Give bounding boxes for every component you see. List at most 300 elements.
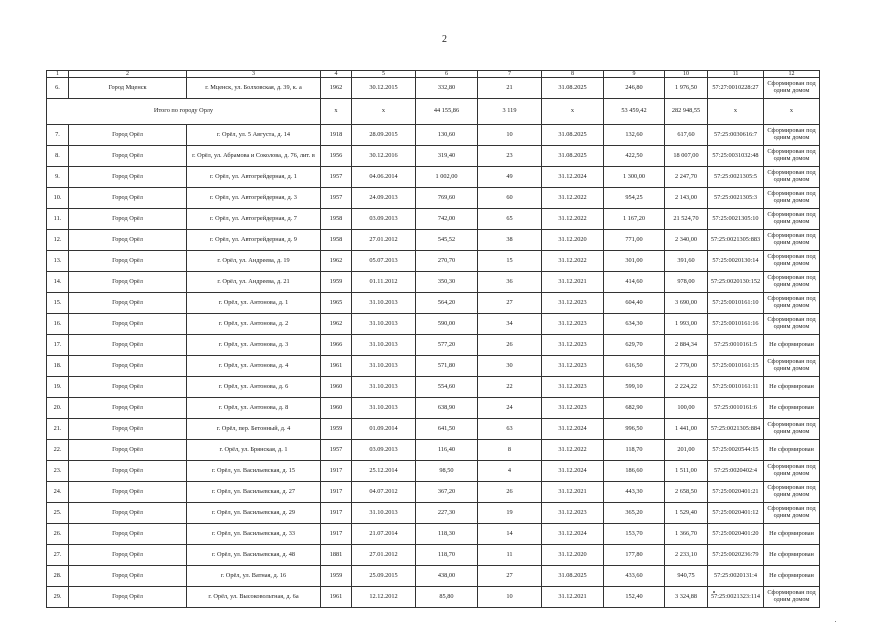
residents-cell: 14 (478, 524, 542, 545)
recognition-date-cell: 27.01.2012 (352, 545, 416, 566)
column-number-cell: 12 (764, 71, 820, 78)
residents-cell: 30 (478, 356, 542, 377)
municipality-cell: Город Орёл (69, 209, 187, 230)
resettlement-date-cell: 31.12.2023 (542, 314, 604, 335)
recognition-date-cell: 31.10.2013 (352, 335, 416, 356)
land-area-cell: 1 511,00 (665, 461, 708, 482)
cadastral-number-cell: 57:25:0021323:114 (708, 587, 764, 608)
resettlement-date-cell: 31.12.2024 (542, 461, 604, 482)
land-area-cell: 3 324,88 (665, 587, 708, 608)
total-value-cell: x (321, 99, 352, 125)
total-area-cell: 634,30 (604, 314, 665, 335)
municipality-cell: Город Орёл (69, 251, 187, 272)
build-year-cell: 1957 (321, 440, 352, 461)
land-area-cell: 391,60 (665, 251, 708, 272)
address-cell: г. Орёл, ул. Автогрейдерная, д. 7 (187, 209, 321, 230)
row-number-cell: 14. (47, 272, 69, 293)
column-number-cell: 10 (665, 71, 708, 78)
land-status-cell: Сформирован под одним домом (764, 209, 820, 230)
residents-cell: 26 (478, 482, 542, 503)
area-cell: 1 002,00 (416, 167, 478, 188)
table-row (47, 566, 820, 587)
municipality-cell: Город Орёл (69, 587, 187, 608)
resettlement-date-cell: 31.12.2023 (542, 398, 604, 419)
land-area-cell: 3 690,00 (665, 293, 708, 314)
area-cell: 641,50 (416, 419, 478, 440)
row-number-cell: 26. (47, 524, 69, 545)
land-status-cell: Не сформирован (764, 524, 820, 545)
area-cell: 577,20 (416, 335, 478, 356)
resettlement-date-cell: 31.12.2023 (542, 503, 604, 524)
municipality-cell: Город Орёл (69, 356, 187, 377)
build-year-cell: 1960 (321, 377, 352, 398)
land-area-cell: 1 366,70 (665, 524, 708, 545)
total-area-cell: 422,50 (604, 146, 665, 167)
residents-cell: 63 (478, 419, 542, 440)
municipality-cell: Город Орёл (69, 419, 187, 440)
row-number-cell: 25. (47, 503, 69, 524)
land-status-cell: Сформирован под одним домом (764, 251, 820, 272)
cadastral-number-cell: 57:25:0021305:3 (708, 188, 764, 209)
cadastral-number-cell: 57:25:0031032:48 (708, 146, 764, 167)
land-status-cell: Сформирован под одним домом (764, 272, 820, 293)
land-area-cell: 2 143,00 (665, 188, 708, 209)
area-cell: 130,60 (416, 125, 478, 146)
table-row (47, 482, 820, 503)
address-cell: г. Орёл, ул. Андреева, д. 21 (187, 272, 321, 293)
row-number-cell: 12. (47, 230, 69, 251)
total-value-cell: x (542, 99, 604, 125)
residents-cell: 60 (478, 188, 542, 209)
table-row (47, 230, 820, 251)
residents-cell: 8 (478, 440, 542, 461)
build-year-cell: 1957 (321, 167, 352, 188)
recognition-date-cell: 04.06.2014 (352, 167, 416, 188)
table-row (47, 461, 820, 482)
recognition-date-cell: 24.09.2013 (352, 188, 416, 209)
recognition-date-cell: 30.12.2015 (352, 78, 416, 99)
cadastral-number-cell: 57:25:0010161:10 (708, 293, 764, 314)
table-row (47, 251, 820, 272)
column-number-cell: 8 (542, 71, 604, 78)
land-status-cell: Сформирован под одним домом (764, 146, 820, 167)
total-area-cell: 996,50 (604, 419, 665, 440)
address-cell: г. Орёл, ул. Васильевская, д. 27 (187, 482, 321, 503)
total-area-cell: 186,60 (604, 461, 665, 482)
address-cell: г. Орёл, ул. Антонова, д. 8 (187, 398, 321, 419)
build-year-cell: 1957 (321, 188, 352, 209)
land-area-cell: 978,00 (665, 272, 708, 293)
cadastral-number-cell: 57:25:0020544:15 (708, 440, 764, 461)
residents-cell: 15 (478, 251, 542, 272)
row-number-cell: 16. (47, 314, 69, 335)
residents-cell: 19 (478, 503, 542, 524)
resettlement-date-cell: 31.12.2023 (542, 356, 604, 377)
residents-cell: 65 (478, 209, 542, 230)
municipality-cell: Город Орёл (69, 125, 187, 146)
area-cell: 332,80 (416, 78, 478, 99)
row-number-cell: 23. (47, 461, 69, 482)
resettlement-date-cell: 31.12.2023 (542, 335, 604, 356)
total-area-cell: 414,60 (604, 272, 665, 293)
residents-cell: 27 (478, 566, 542, 587)
build-year-cell: 1961 (321, 356, 352, 377)
land-status-cell: Сформирован под одним домом (764, 482, 820, 503)
total-area-cell: 118,70 (604, 440, 665, 461)
land-area-cell: 100,00 (665, 398, 708, 419)
address-cell: г. Орёл, ул. Андреева, д. 19 (187, 251, 321, 272)
table-row (47, 335, 820, 356)
table-row (47, 545, 820, 566)
address-cell: г. Орёл, ул. Высоковольтная, д. 6а (187, 587, 321, 608)
resettlement-date-cell: 31.12.2023 (542, 293, 604, 314)
cadastral-number-cell: 57:25:0030616:7 (708, 125, 764, 146)
table-row (47, 587, 820, 608)
total-area-cell: 629,70 (604, 335, 665, 356)
cadastral-number-cell: 57:25:0021305:10 (708, 209, 764, 230)
total-area-cell: 954,25 (604, 188, 665, 209)
area-cell: 769,60 (416, 188, 478, 209)
address-cell: г. Орёл, пер. Бетонный, д. 4 (187, 419, 321, 440)
area-cell: 270,70 (416, 251, 478, 272)
total-value-cell: x (352, 99, 416, 125)
build-year-cell: 1959 (321, 566, 352, 587)
cadastral-number-cell: 57:25:0021305:5 (708, 167, 764, 188)
total-area-cell: 152,40 (604, 587, 665, 608)
municipality-cell: Город Орёл (69, 272, 187, 293)
land-area-cell: 1 529,40 (665, 503, 708, 524)
residents-cell: 34 (478, 314, 542, 335)
row-number-cell: 7. (47, 125, 69, 146)
build-year-cell: 1962 (321, 251, 352, 272)
scan-speck (713, 591, 715, 593)
residents-cell: 22 (478, 377, 542, 398)
area-cell: 742,00 (416, 209, 478, 230)
recognition-date-cell: 03.09.2013 (352, 440, 416, 461)
residents-cell: 26 (478, 335, 542, 356)
resettlement-date-cell: 31.12.2024 (542, 167, 604, 188)
total-area-cell: 1 300,00 (604, 167, 665, 188)
column-number-cell: 2 (69, 71, 187, 78)
land-status-cell: Не сформирован (764, 440, 820, 461)
land-status-cell: Сформирован под одним домом (764, 314, 820, 335)
row-number-cell: 15. (47, 293, 69, 314)
column-number-cell: 9 (604, 71, 665, 78)
area-cell: 118,30 (416, 524, 478, 545)
cadastral-number-cell: 57:25:0010161:16 (708, 314, 764, 335)
total-area-cell: 771,00 (604, 230, 665, 251)
land-area-cell: 2 247,70 (665, 167, 708, 188)
build-year-cell: 1966 (321, 335, 352, 356)
recognition-date-cell: 05.07.2013 (352, 251, 416, 272)
total-label-cell: Итого по городу Орлу (47, 99, 321, 125)
housing-register-table (46, 70, 820, 608)
residents-cell: 21 (478, 78, 542, 99)
cadastral-number-cell: 57:25:0021305:883 (708, 230, 764, 251)
residents-cell: 4 (478, 461, 542, 482)
area-cell: 227,30 (416, 503, 478, 524)
recognition-date-cell: 31.10.2013 (352, 503, 416, 524)
municipality-cell: Город Орёл (69, 482, 187, 503)
build-year-cell: 1962 (321, 314, 352, 335)
address-cell: г. Орёл, ул. Автогрейдерная, д. 1 (187, 167, 321, 188)
address-cell: г. Орёл, ул. Брянская, д. 1 (187, 440, 321, 461)
land-area-cell: 1 441,00 (665, 419, 708, 440)
address-cell: г. Орёл, ул. Антонова, д. 6 (187, 377, 321, 398)
total-area-cell: 604,40 (604, 293, 665, 314)
recognition-date-cell: 01.09.2014 (352, 419, 416, 440)
land-area-cell: 2 884,34 (665, 335, 708, 356)
resettlement-date-cell: 31.12.2021 (542, 482, 604, 503)
column-number-cell: 7 (478, 71, 542, 78)
table-row (47, 503, 820, 524)
row-number-cell: 9. (47, 167, 69, 188)
municipality-cell: Город Мценск (69, 78, 187, 99)
area-cell: 350,30 (416, 272, 478, 293)
cadastral-number-cell: 57:25:0021305:884 (708, 419, 764, 440)
resettlement-date-cell: 31.08.2025 (542, 78, 604, 99)
recognition-date-cell: 31.10.2013 (352, 398, 416, 419)
total-row (47, 99, 820, 125)
recognition-date-cell: 31.10.2013 (352, 356, 416, 377)
cadastral-number-cell: 57:25:0020131:4 (708, 566, 764, 587)
recognition-date-cell: 31.10.2013 (352, 293, 416, 314)
residents-cell: 24 (478, 398, 542, 419)
total-area-cell: 246,80 (604, 78, 665, 99)
cadastral-number-cell: 57:25:0020130:152 (708, 272, 764, 293)
municipality-cell: Город Орёл (69, 440, 187, 461)
resettlement-date-cell: 31.12.2020 (542, 230, 604, 251)
recognition-date-cell: 12.12.2012 (352, 587, 416, 608)
recognition-date-cell: 31.10.2013 (352, 377, 416, 398)
recognition-date-cell: 28.09.2015 (352, 125, 416, 146)
land-status-cell: Сформирован под одним домом (764, 503, 820, 524)
cadastral-number-cell: 57:25:0020236:79 (708, 545, 764, 566)
table-row (47, 377, 820, 398)
total-value-cell: 44 155,86 (416, 99, 478, 125)
row-number-cell: 29. (47, 587, 69, 608)
table-row (47, 167, 820, 188)
build-year-cell: 1958 (321, 230, 352, 251)
column-number-cell: 6 (416, 71, 478, 78)
land-status-cell: Сформирован под одним домом (764, 356, 820, 377)
address-cell: г. Орёл, ул. Ватная, д. 16 (187, 566, 321, 587)
land-status-cell: Не сформирован (764, 377, 820, 398)
address-cell: г. Орёл, ул. Антонова, д. 2 (187, 314, 321, 335)
page-number: 2 (442, 34, 447, 45)
table-row (47, 440, 820, 461)
recognition-date-cell: 25.09.2015 (352, 566, 416, 587)
municipality-cell: Город Орёл (69, 566, 187, 587)
total-value-cell: 3 119 (478, 99, 542, 125)
municipality-cell: Город Орёл (69, 167, 187, 188)
recognition-date-cell: 21.07.2014 (352, 524, 416, 545)
land-area-cell: 1 976,50 (665, 78, 708, 99)
residents-cell: 36 (478, 272, 542, 293)
land-area-cell: 201,00 (665, 440, 708, 461)
cadastral-number-cell: 57:25:0020401:20 (708, 524, 764, 545)
address-cell: г. Орёл, ул. Васильевская, д. 15 (187, 461, 321, 482)
resettlement-date-cell: 31.08.2025 (542, 566, 604, 587)
table-row (47, 293, 820, 314)
residents-cell: 49 (478, 167, 542, 188)
total-value-cell: x (764, 99, 820, 125)
land-area-cell: 18 007,00 (665, 146, 708, 167)
land-area-cell: 2 340,00 (665, 230, 708, 251)
residents-cell: 27 (478, 293, 542, 314)
cadastral-number-cell: 57:25:0010161:15 (708, 356, 764, 377)
recognition-date-cell: 01.11.2012 (352, 272, 416, 293)
land-status-cell: Сформирован под одним домом (764, 587, 820, 608)
land-area-cell: 2 779,00 (665, 356, 708, 377)
municipality-cell: Город Орёл (69, 230, 187, 251)
total-area-cell: 1 167,20 (604, 209, 665, 230)
build-year-cell: 1918 (321, 125, 352, 146)
row-number-cell: 28. (47, 566, 69, 587)
row-number-cell: 22. (47, 440, 69, 461)
municipality-cell: Город Орёл (69, 545, 187, 566)
table-row (47, 78, 820, 99)
total-area-cell: 365,20 (604, 503, 665, 524)
build-year-cell: 1958 (321, 209, 352, 230)
table-body (47, 71, 820, 608)
row-number-cell: 17. (47, 335, 69, 356)
area-cell: 438,00 (416, 566, 478, 587)
area-cell: 564,20 (416, 293, 478, 314)
table-row (47, 272, 820, 293)
build-year-cell: 1959 (321, 272, 352, 293)
total-area-cell: 682,90 (604, 398, 665, 419)
resettlement-date-cell: 31.12.2022 (542, 251, 604, 272)
land-area-cell: 1 993,00 (665, 314, 708, 335)
municipality-cell: Город Орёл (69, 524, 187, 545)
land-status-cell: Сформирован под одним домом (764, 167, 820, 188)
total-value-cell: 282 948,55 (665, 99, 708, 125)
resettlement-date-cell: 31.08.2025 (542, 125, 604, 146)
land-status-cell: Сформирован под одним домом (764, 188, 820, 209)
recognition-date-cell: 25.12.2014 (352, 461, 416, 482)
address-cell: г. Орёл, ул. Автогрейдерная, д. 9 (187, 230, 321, 251)
total-area-cell: 153,70 (604, 524, 665, 545)
land-status-cell: Не сформирован (764, 545, 820, 566)
table-row (47, 356, 820, 377)
total-area-cell: 443,30 (604, 482, 665, 503)
land-area-cell: 2 658,50 (665, 482, 708, 503)
row-number-cell: 10. (47, 188, 69, 209)
address-cell: г. Орёл, ул. 5 Августа, д. 14 (187, 125, 321, 146)
residents-cell: 23 (478, 146, 542, 167)
land-status-cell: Не сформирован (764, 566, 820, 587)
total-value-cell: 53 459,42 (604, 99, 665, 125)
column-number-cell: 11 (708, 71, 764, 78)
resettlement-date-cell: 31.12.2022 (542, 188, 604, 209)
area-cell: 98,50 (416, 461, 478, 482)
table-row (47, 188, 820, 209)
scan-speck (835, 621, 836, 622)
address-cell: г. Орёл, ул. Васильевская, д. 48 (187, 545, 321, 566)
address-cell: г. Орёл, ул. Абрамова и Соколова, д. 76, лит. в (187, 146, 321, 167)
build-year-cell: 1917 (321, 482, 352, 503)
land-status-cell: Не сформирован (764, 335, 820, 356)
column-number-cell: 5 (352, 71, 416, 78)
column-number-row (47, 71, 820, 78)
total-area-cell: 132,60 (604, 125, 665, 146)
municipality-cell: Город Орёл (69, 146, 187, 167)
recognition-date-cell: 30.12.2016 (352, 146, 416, 167)
row-number-cell: 27. (47, 545, 69, 566)
land-status-cell: Сформирован под одним домом (764, 78, 820, 99)
address-cell: г. Орёл, ул. Антонова, д. 4 (187, 356, 321, 377)
cadastral-number-cell: 57:25:0010161:11 (708, 377, 764, 398)
build-year-cell: 1960 (321, 398, 352, 419)
resettlement-date-cell: 31.12.2023 (542, 377, 604, 398)
resettlement-date-cell: 31.12.2022 (542, 440, 604, 461)
address-cell: г. Орёл, ул. Васильевская, д. 33 (187, 524, 321, 545)
area-cell: 571,80 (416, 356, 478, 377)
resettlement-date-cell: 31.08.2025 (542, 146, 604, 167)
address-cell: г. Мценск, ул. Болховская, д. 39, к. а (187, 78, 321, 99)
residents-cell: 38 (478, 230, 542, 251)
row-number-cell: 8. (47, 146, 69, 167)
area-cell: 638,90 (416, 398, 478, 419)
municipality-cell: Город Орёл (69, 398, 187, 419)
resettlement-date-cell: 31.12.2024 (542, 419, 604, 440)
land-status-cell: Сформирован под одним домом (764, 461, 820, 482)
cadastral-number-cell: 57:27:0010228:27 (708, 78, 764, 99)
land-status-cell: Сформирован под одним домом (764, 419, 820, 440)
build-year-cell: 1962 (321, 78, 352, 99)
land-area-cell: 2 233,10 (665, 545, 708, 566)
build-year-cell: 1965 (321, 293, 352, 314)
row-number-cell: 21. (47, 419, 69, 440)
residents-cell: 11 (478, 545, 542, 566)
municipality-cell: Город Орёл (69, 377, 187, 398)
resettlement-date-cell: 31.12.2021 (542, 272, 604, 293)
area-cell: 367,20 (416, 482, 478, 503)
table-row (47, 314, 820, 335)
column-number-cell: 1 (47, 71, 69, 78)
recognition-date-cell: 03.09.2013 (352, 209, 416, 230)
address-cell: г. Орёл, ул. Антонова, д. 3 (187, 335, 321, 356)
municipality-cell: Город Орёл (69, 461, 187, 482)
residents-cell: 10 (478, 587, 542, 608)
area-cell: 118,70 (416, 545, 478, 566)
table-row (47, 398, 820, 419)
build-year-cell: 1881 (321, 545, 352, 566)
address-cell: г. Орёл, ул. Антонова, д. 1 (187, 293, 321, 314)
table-row (47, 419, 820, 440)
land-status-cell: Не сформирован (764, 398, 820, 419)
area-cell: 554,60 (416, 377, 478, 398)
row-number-cell: 6. (47, 78, 69, 99)
municipality-cell: Город Орёл (69, 188, 187, 209)
land-area-cell: 21 524,70 (665, 209, 708, 230)
municipality-cell: Город Орёл (69, 314, 187, 335)
address-cell: г. Орёл, ул. Автогрейдерная, д. 3 (187, 188, 321, 209)
build-year-cell: 1959 (321, 419, 352, 440)
land-status-cell: Сформирован под одним домом (764, 230, 820, 251)
row-number-cell: 13. (47, 251, 69, 272)
column-number-cell: 4 (321, 71, 352, 78)
land-status-cell: Сформирован под одним домом (764, 125, 820, 146)
resettlement-date-cell: 31.12.2020 (542, 545, 604, 566)
area-cell: 85,80 (416, 587, 478, 608)
cadastral-number-cell: 57:25:0020401:12 (708, 503, 764, 524)
land-area-cell: 940,75 (665, 566, 708, 587)
build-year-cell: 1917 (321, 524, 352, 545)
recognition-date-cell: 27.01.2012 (352, 230, 416, 251)
table-row (47, 209, 820, 230)
